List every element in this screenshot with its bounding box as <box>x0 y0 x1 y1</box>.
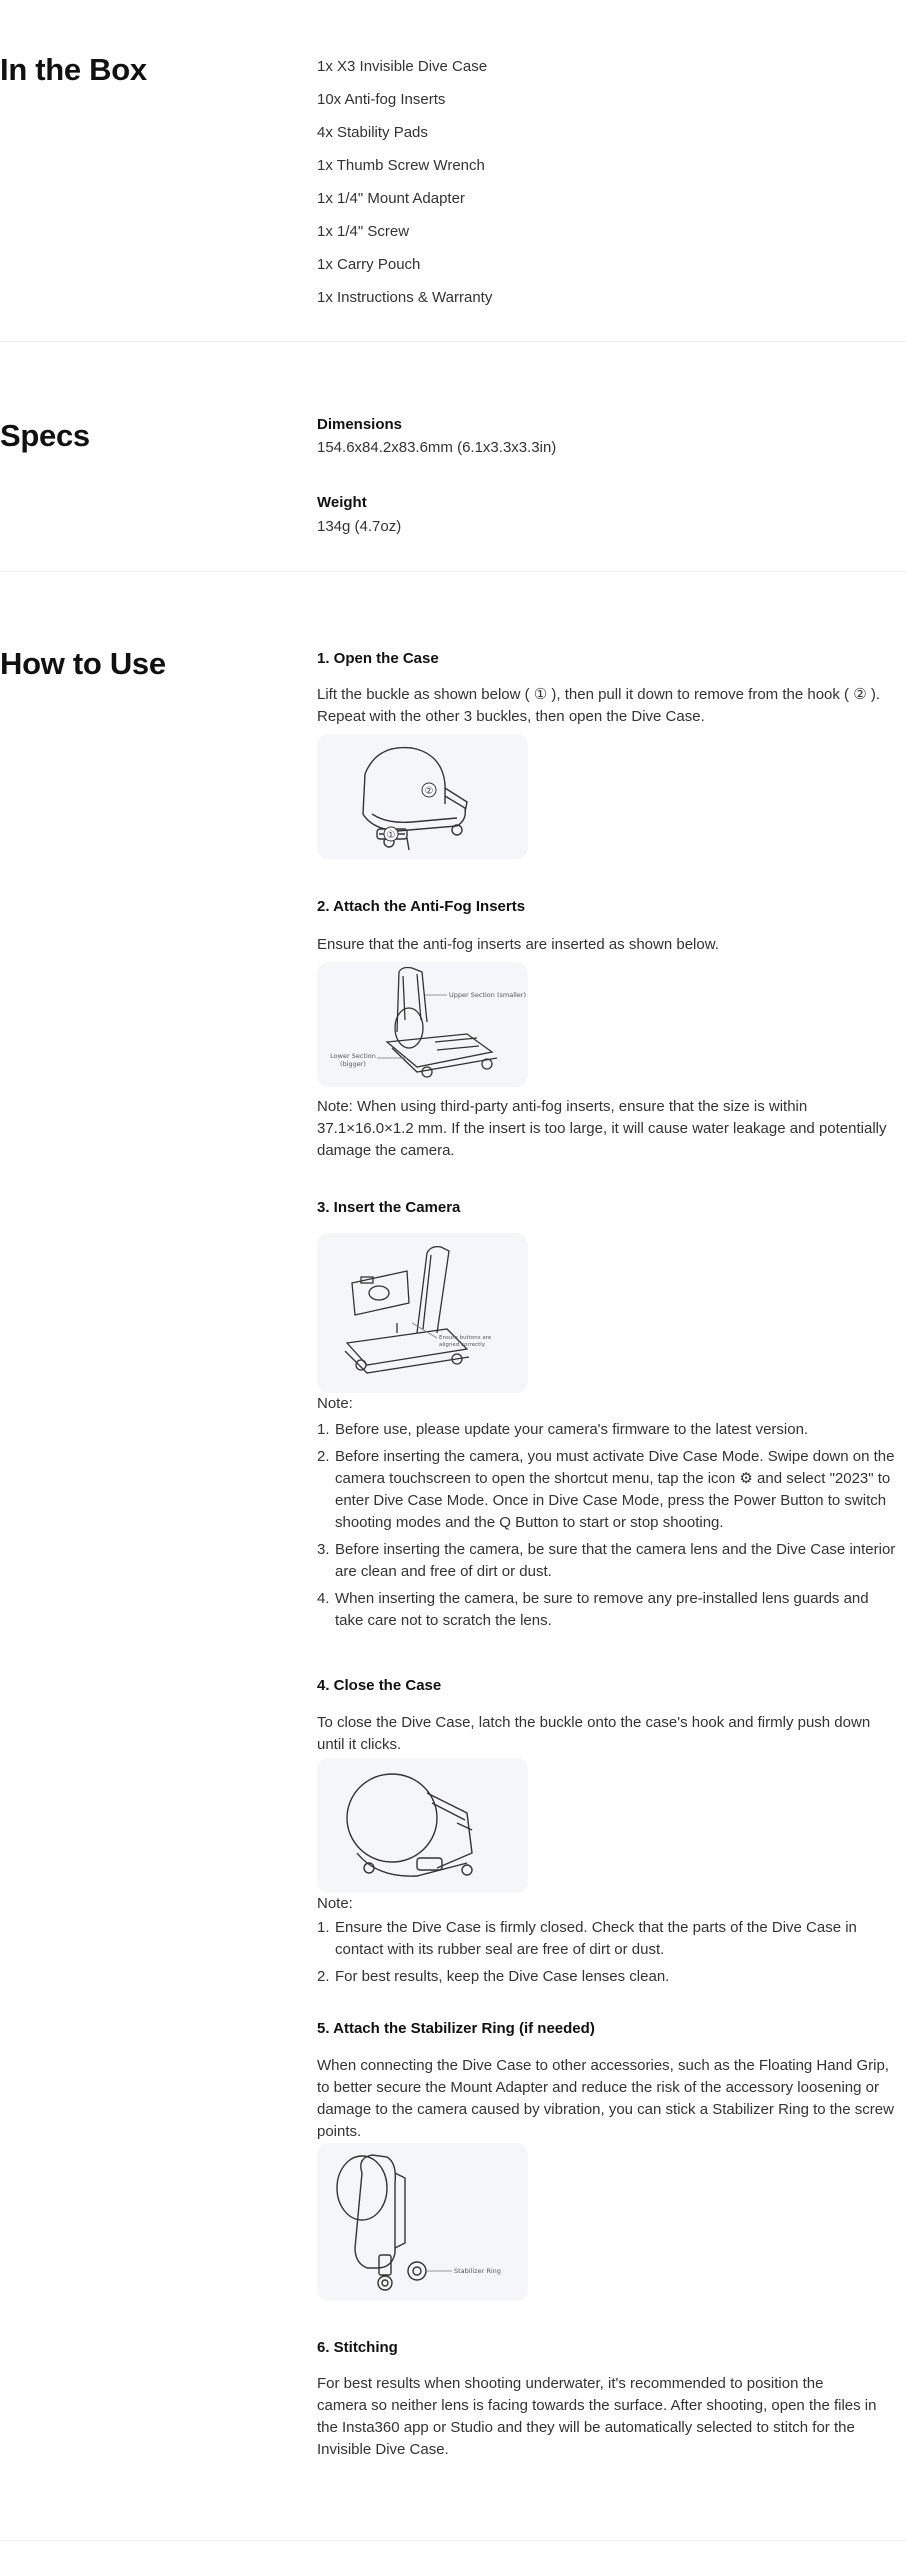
dome-outline <box>347 1774 437 1862</box>
marker-1-label: ① <box>386 830 396 841</box>
step-1-title: 1. Open the Case <box>317 650 439 667</box>
close-case-illustration <box>317 1758 528 1893</box>
weight-label: Weight <box>317 494 367 511</box>
case-side-outline <box>355 2155 395 2268</box>
step-3-notes-list <box>317 1419 897 1637</box>
dimensions-value: 154.6x84.2x83.6mm (6.1x3.3x3.3in) <box>317 439 557 456</box>
list-item: 2. For best results, keep the Dive Case lenses clean. <box>317 1968 670 1985</box>
how-to-use-title: How to Use <box>0 646 166 681</box>
lower-section-callout: Lower Section <box>330 1052 376 1060</box>
box-item: 1x 1/4" Screw <box>317 223 410 240</box>
dimensions-label: Dimensions <box>317 416 403 433</box>
step-4-title: 4. Close the Case <box>317 1677 442 1694</box>
in-the-box-title: In the Box <box>0 52 147 87</box>
step-4-text: To close the Dive Case, latch the buckle onto the case's hook and firmly push down until it clicks. <box>317 1714 871 1753</box>
step-1-text: Lift the buckle as shown below ( ① ), then pull it down to remove from the hook ( ② ). Repeat with the other 3 buckles, then open the Dive Case. <box>317 686 880 725</box>
stabilizer-ring-illustration <box>317 2143 528 2301</box>
lower-section-callout-size: (bigger) <box>340 1060 366 1068</box>
list-item: 2. Before inserting the camera, you must activate Dive Case Mode. Swipe down on the camera touchscreen to open the shortcut menu, tap the icon ⚙ and select "2023" to enter Dive Case Mode. Once in Dive Case Mode, press the Power Button to switch shooting modes and the Q Button to start or stop shooting. <box>317 1448 895 1531</box>
step-4-note-label: Note: <box>317 1895 353 1912</box>
stabilizer-ring-callout: Stabilizer Ring <box>454 2267 501 2275</box>
step-5-title: 5. Attach the Stabilizer Ring (if needed) <box>317 2020 595 2037</box>
step-2-text: Ensure that the anti-fog inserts are inserted as shown below. <box>317 936 719 953</box>
step-6-title: 6. Stitching <box>317 2339 398 2356</box>
open-case-illustration <box>317 734 528 859</box>
stabilizer-ring-diagram <box>317 2143 528 2301</box>
insert-camera-diagram <box>317 1233 528 1393</box>
step-4-notes-list <box>317 1917 897 1993</box>
marker-2-label: ② <box>424 786 434 797</box>
buttons-aligned-callout-2: aligned correctly <box>439 1342 486 1348</box>
step-5-text: When connecting the Dive Case to other accessories, such as the Floating Hand Grip, to better secure the Mount Adapter and reduce the risk of the accessory loosening or damage to the camera caused by vibration, you can stick a Stabilizer Ring to the screw points. <box>317 2057 894 2140</box>
box-item: 1x Instructions & Warranty <box>317 289 493 306</box>
section-divider <box>0 341 906 342</box>
list-item: 1. Ensure the Dive Case is firmly closed. Check that the parts of the Dive Case in contact with its rubber seal are free of dirt or dust. <box>317 1919 857 1958</box>
upper-section-callout: Upper Section (smaller) <box>449 991 527 999</box>
stabilizer-ring-icon <box>408 2262 426 2280</box>
section-divider <box>0 571 906 572</box>
close-case-diagram <box>317 1758 528 1893</box>
dive-case-open-diagram <box>317 734 528 859</box>
specs-title: Specs <box>0 418 90 453</box>
box-item: 1x Thumb Screw Wrench <box>317 157 485 174</box>
weight-value: 134g (4.7oz) <box>317 518 402 535</box>
box-item: 1x X3 Invisible Dive Case <box>317 58 488 75</box>
insert-camera-illustration <box>317 1233 528 1393</box>
list-item: 3. Before inserting the camera, be sure that the camera lens and the Dive Case interior are clean and free of dirt or dust. <box>317 1541 896 1580</box>
step-6-text: For best results when shooting underwater, it's recommended to position the camera so neither lens is facing towards the surface. After shooting, open the files in the Insta360 app or Studio and they will be automatically selected to stitch for the Invisible Dive Case. <box>317 2375 877 2458</box>
anti-fog-illustration <box>317 962 528 1087</box>
step-2-note: Note: When using third-party anti-fog inserts, ensure that the size is within 37.1×16.0×1.2 mm. If the insert is too large, it will cause water leakage and potentially damage the camera. <box>317 1098 887 1159</box>
box-item: 1x Carry Pouch <box>317 256 421 273</box>
box-item: 1x 1/4" Mount Adapter <box>317 190 465 207</box>
list-item: 4. When inserting the camera, be sure to remove any pre-installed lens guards and take care not to scratch the lens. <box>317 1590 869 1629</box>
step-2-title: 2. Attach the Anti-Fog Inserts <box>317 898 526 915</box>
box-item: 4x Stability Pads <box>317 124 428 141</box>
section-divider <box>0 2540 906 2541</box>
box-item: 10x Anti-fog Inserts <box>317 91 446 108</box>
list-item: 1. Before use, please update your camera's firmware to the latest version. <box>317 1421 809 1438</box>
step-3-note-label: Note: <box>317 1395 353 1412</box>
anti-fog-diagram <box>317 962 528 1087</box>
step-3-title: 3. Insert the Camera <box>317 1199 461 1216</box>
buttons-aligned-callout: Ensure buttons are <box>439 1335 492 1341</box>
